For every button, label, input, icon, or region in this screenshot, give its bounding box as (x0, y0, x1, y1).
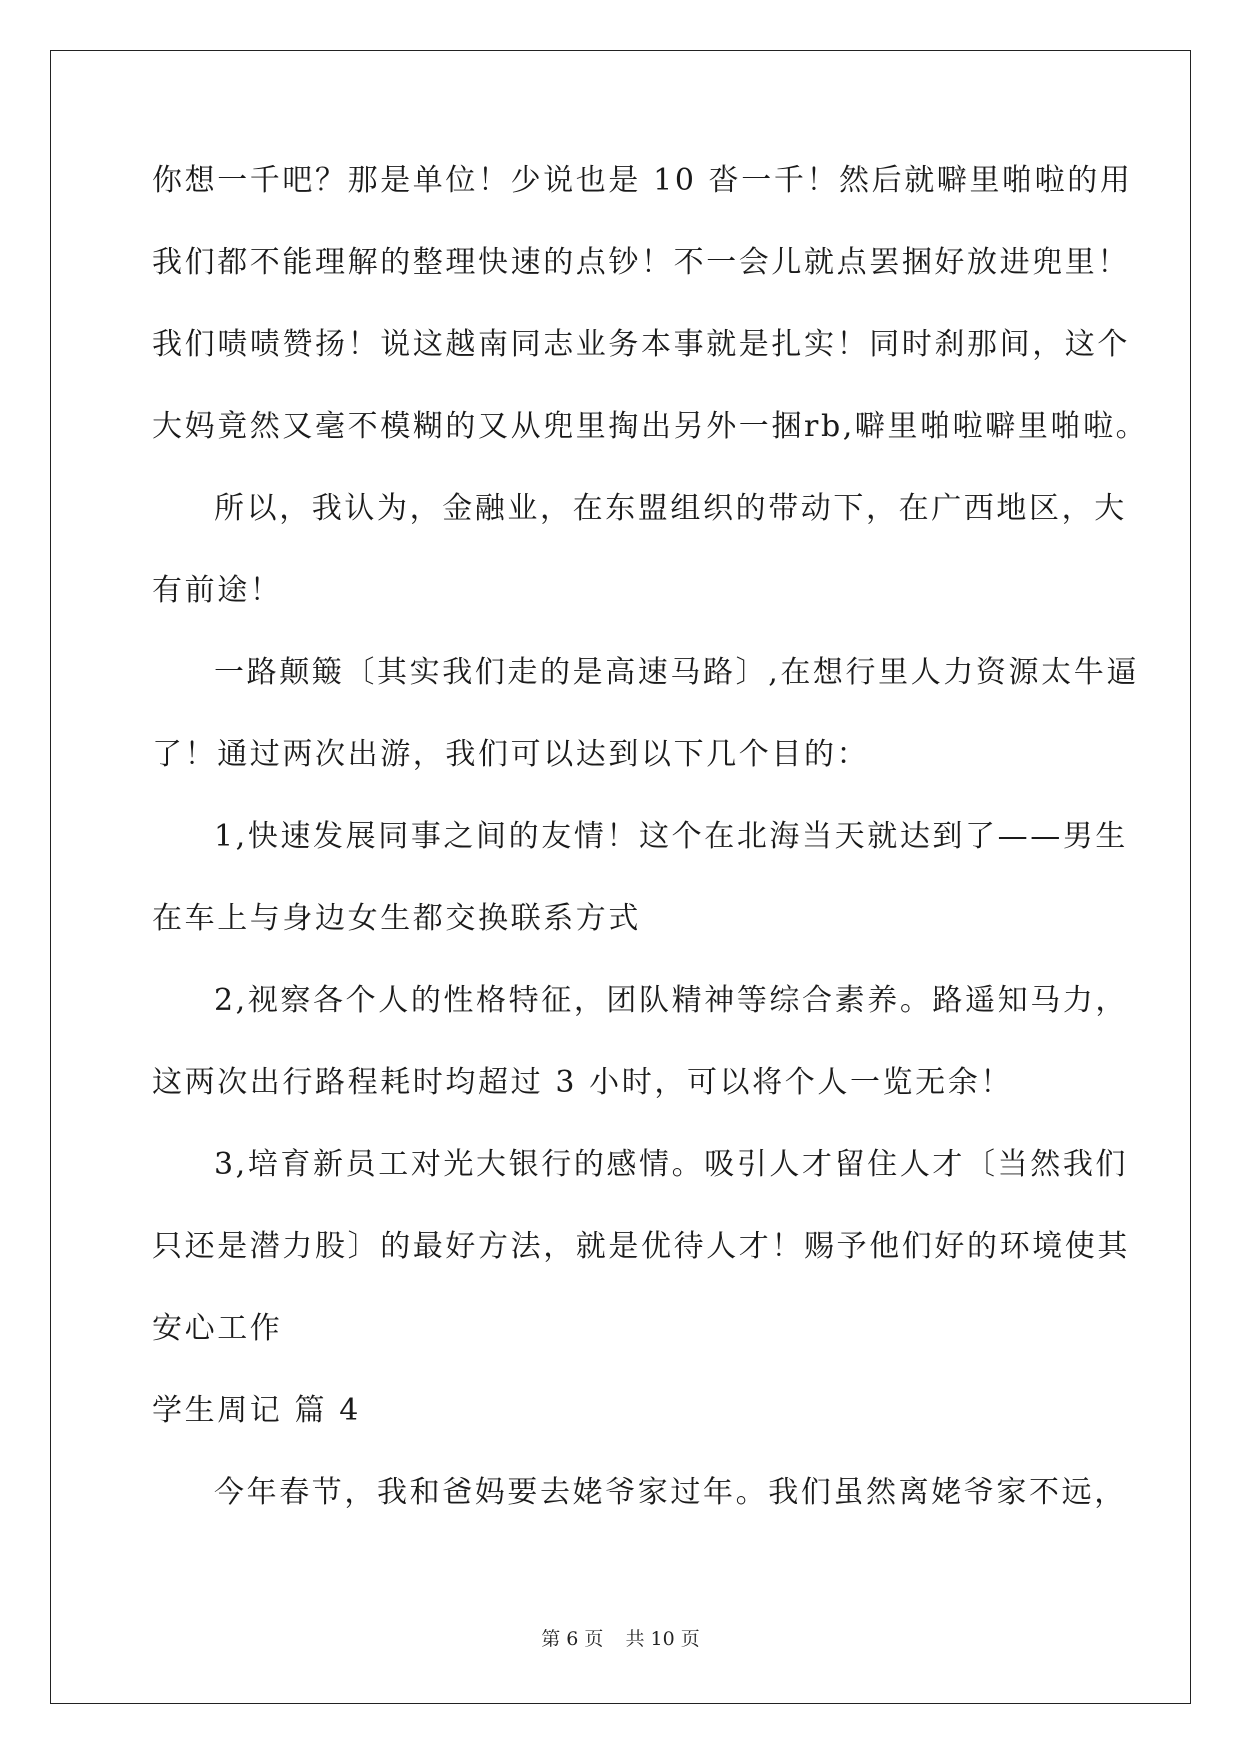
page-number: 第 6 页 (541, 1628, 604, 1650)
text-line: 3,培育新员工对光大银行的感情。吸引人才留住人才〔当然我们 (214, 1147, 1129, 1182)
text-line: 我们都不能理解的整理快速的点钞！不一会儿就点罢捆好放进兜里！ (152, 245, 1130, 280)
text-line: 大妈竟然又毫不模糊的又从兜里掏出另外一捆rb,噼里啪啦噼里啪啦。 (152, 409, 1149, 444)
text-line: 了！通过两次出游，我们可以达到以下几个目的： (152, 737, 870, 772)
page-total: 共 10 页 (625, 1628, 700, 1650)
text-line: 在车上与身边女生都交换联系方式 (152, 901, 641, 936)
text-line: 今年春节，我和爸妈要去姥爷家过年。我们虽然离姥爷家不远， (214, 1475, 1127, 1510)
text-line: 我们啧啧赞扬！说这越南同志业务本事就是扎实！同时刹那间，这个 (152, 327, 1130, 362)
page-footer (0, 1627, 1241, 1651)
text-line: 这两次出行路程耗时均超过 3 小时，可以将个人一览无余！ (152, 1065, 1013, 1100)
document-body (152, 140, 1149, 1534)
section-heading: 学生周记 篇 4 (152, 1393, 361, 1428)
text-line: 有前途！ (152, 573, 283, 608)
text-line: 只还是潜力股〕的最好方法，就是优待人才！赐予他们好的环境使其 (152, 1229, 1130, 1264)
text-line: 1,快速发展同事之间的友情！这个在北海当天就达到了——男生 (214, 819, 1129, 854)
text-line: 你想一千吧？那是单位！少说也是 10 沓一千！然后就噼里啪啦的用 (152, 163, 1133, 198)
text-line: 安心工作 (152, 1311, 283, 1346)
text-line: 一路颠簸〔其实我们走的是高速马路〕,在想行里人力资源太牛逼 (214, 655, 1139, 690)
text-line: 2,视察各个人的性格特征，团队精神等综合素养。路遥知马力， (214, 983, 1129, 1018)
text-line: 所以，我认为，金融业，在东盟组织的带动下，在广西地区，大 (214, 491, 1127, 526)
